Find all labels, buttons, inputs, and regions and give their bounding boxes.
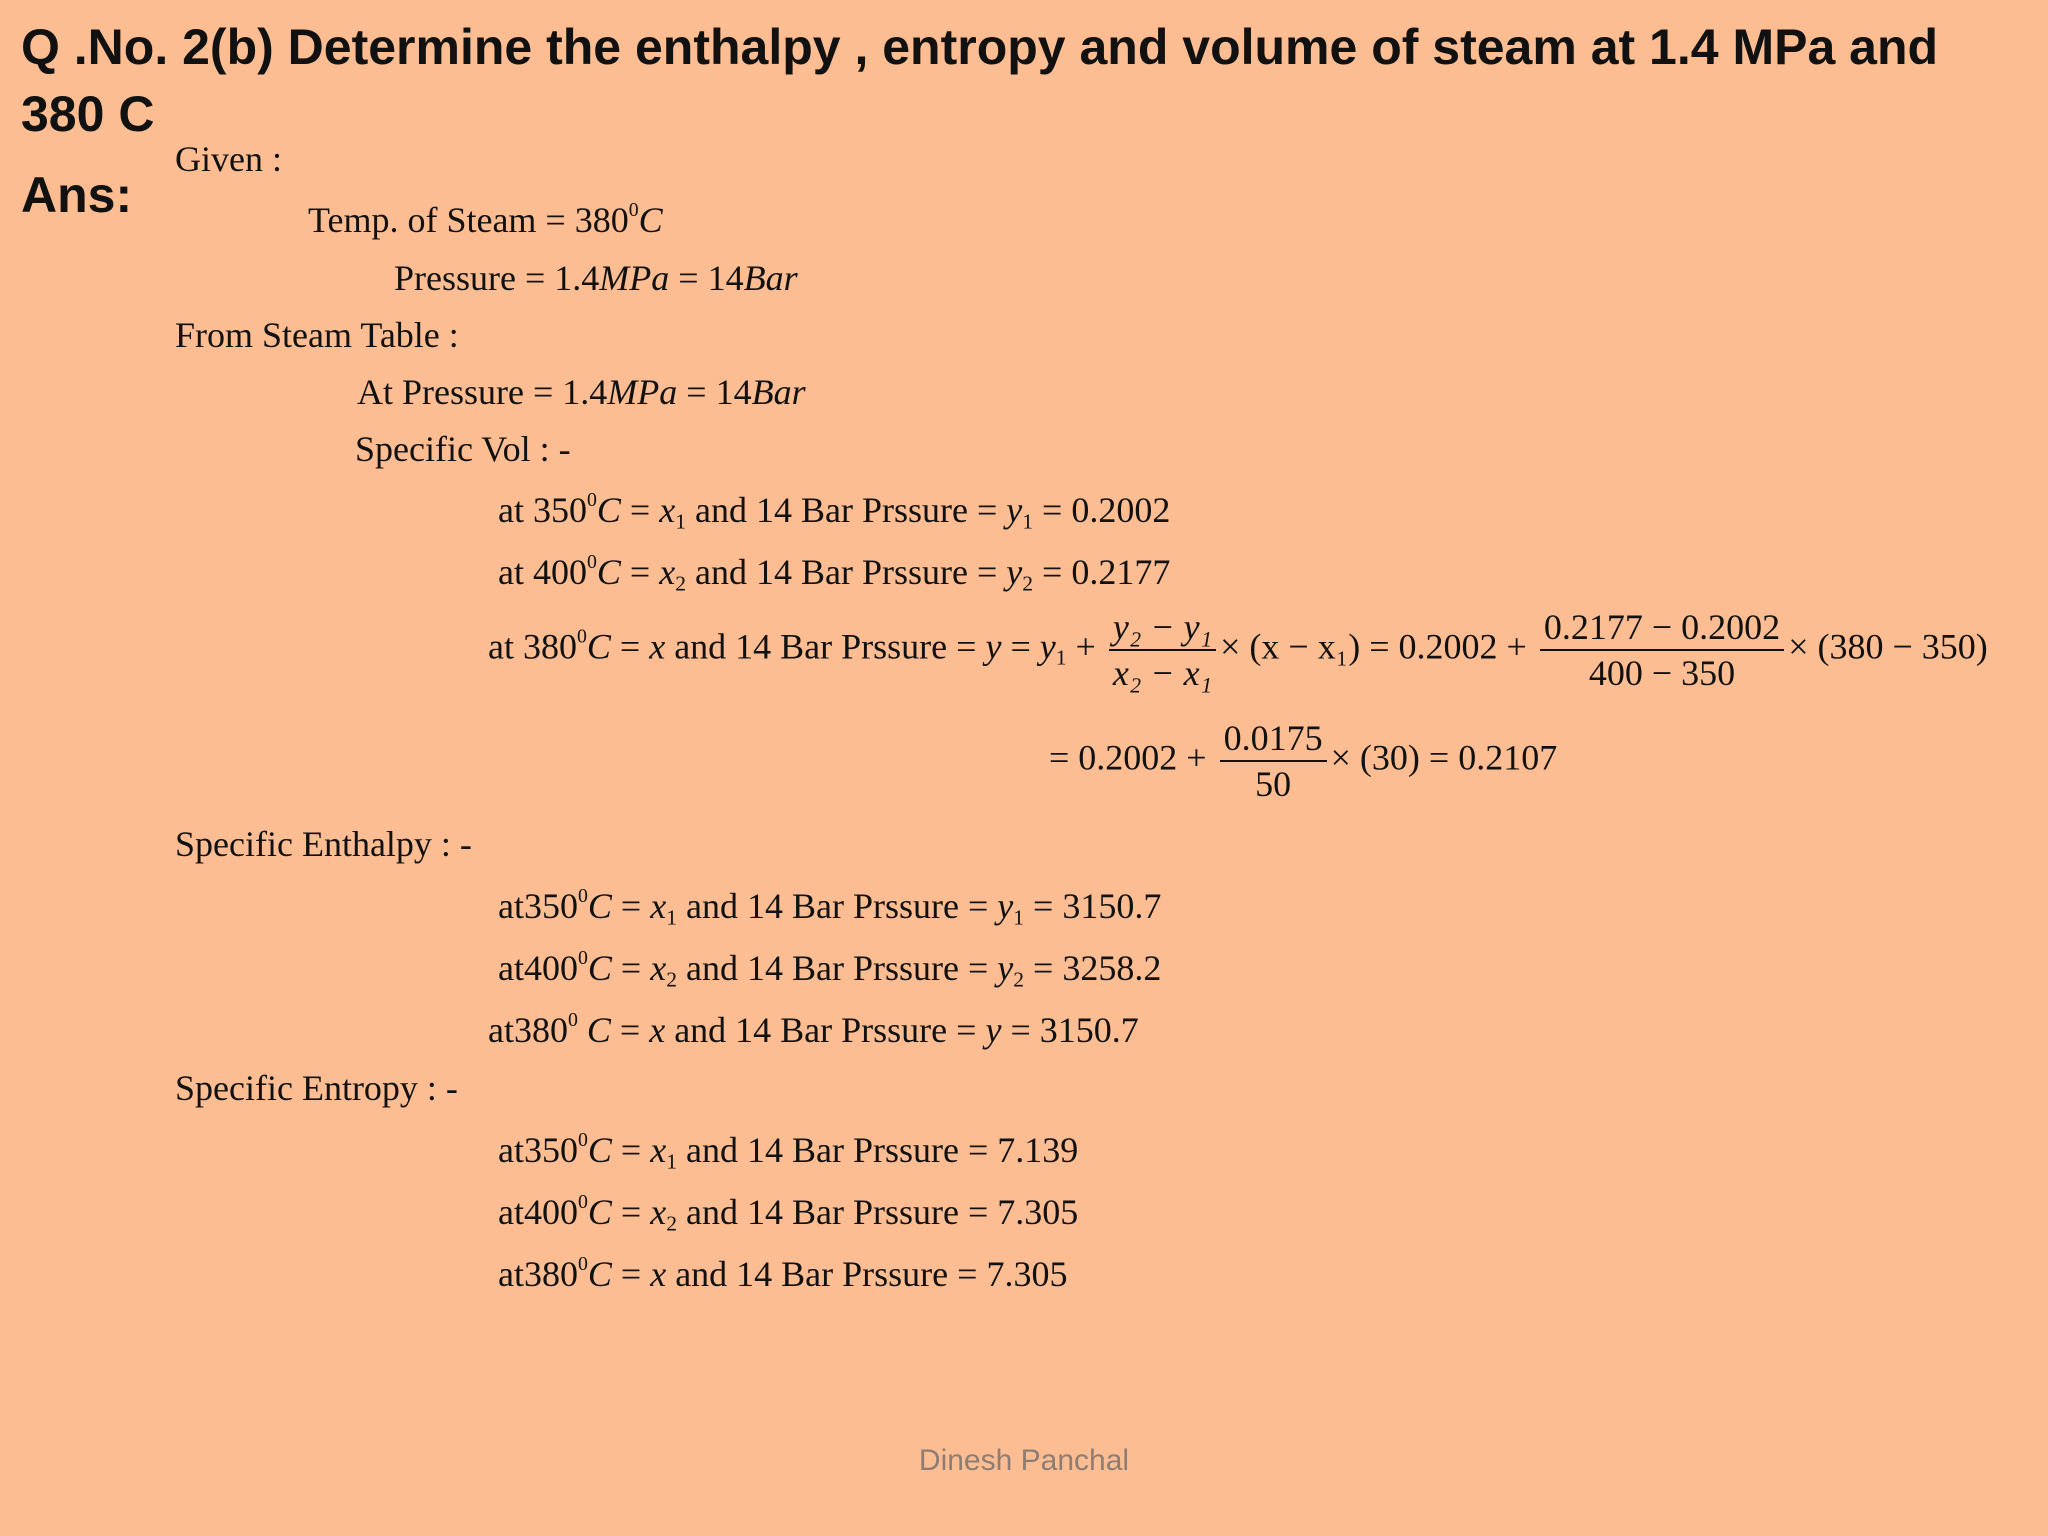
- specific-enthalpy-heading: Specific Enthalpy : -: [175, 824, 472, 864]
- steam-table-pressure: At Pressure = 1.4MPa = 14Bar: [357, 372, 806, 412]
- enthalpy-row-350: $at350^0C = x_1$ and 14 Bar Prssure = $y_1 = 3150.7$: [498, 885, 1162, 930]
- given-pressure: Pressure = 1.4MPa = 14Bar: [394, 258, 798, 298]
- volume-row-400: at $400^0C = x_2$ and 14 Bar Prssure = $y_2 = 0.2177$: [498, 551, 1171, 596]
- enthalpy-row-380: $at380^0$ C = x and 14 Bar Prssure = y = 3150.7: [488, 1009, 1139, 1050]
- entropy-row-400: $at400^0C = x_2$ and 14 Bar Prssure = 7.305: [498, 1191, 1079, 1236]
- specific-volume-heading: Specific Vol : -: [355, 429, 571, 469]
- entropy-row-380: $at380^0C = x$ and 14 Bar Prssure = 7.305: [498, 1253, 1068, 1294]
- volume-row-350: at $350^0C = x_1$ and 14 Bar Prssure = $y_1 = 0.2002$: [498, 489, 1171, 534]
- interpolation-fraction: $\frac{\text{y₂ − y₁}}{\text{x₂ − x₁}}$: [1109, 605, 1216, 695]
- ans-label: Ans:: [21, 167, 133, 223]
- enthalpy-row-400: $at400^0C = x_2$ and 14 Bar Prssure = $y_2 = 3258.2$: [498, 947, 1162, 992]
- numeric-fraction: $\frac{0.2177 - 0.2002}{400 - 350}$: [1540, 605, 1784, 695]
- entropy-row-350: $at350^0C = x_1$ and 14 Bar Prssure = 7.139: [498, 1129, 1079, 1174]
- given-heading: Given :: [175, 139, 282, 179]
- slide-title: Q .No. 2(b) Determine the enthalpy , entropy and volume of steam at 1.4 MPa and 380 C: [21, 19, 1939, 142]
- volume-result: = 0.2002 + $\frac{0.0175}{50}$ × (30) = 0.2107: [1049, 718, 1558, 804]
- author-footer: Dinesh Panchal: [918, 1444, 1130, 1477]
- volume-row-380-interpolation: at $380^0C = x$ and 14 Bar Prssure = $y = y_1$ + $\frac{\text{y₂ − y₁}}{\text{x₂ − x₁}}$ × (x − x₁) = 0.2002 + $\frac{0.2177 - 0.2002}{400 - 350}$ × (380 − 350): [488, 607, 1988, 693]
- steam-table-heading: From Steam Table :: [175, 315, 459, 355]
- result-fraction: $\frac{0.0175}{50}$: [1220, 716, 1327, 806]
- specific-entropy-heading: Specific Entropy : -: [175, 1068, 458, 1108]
- given-temperature: Temp. of Steam = $380^0C$: [308, 199, 663, 240]
